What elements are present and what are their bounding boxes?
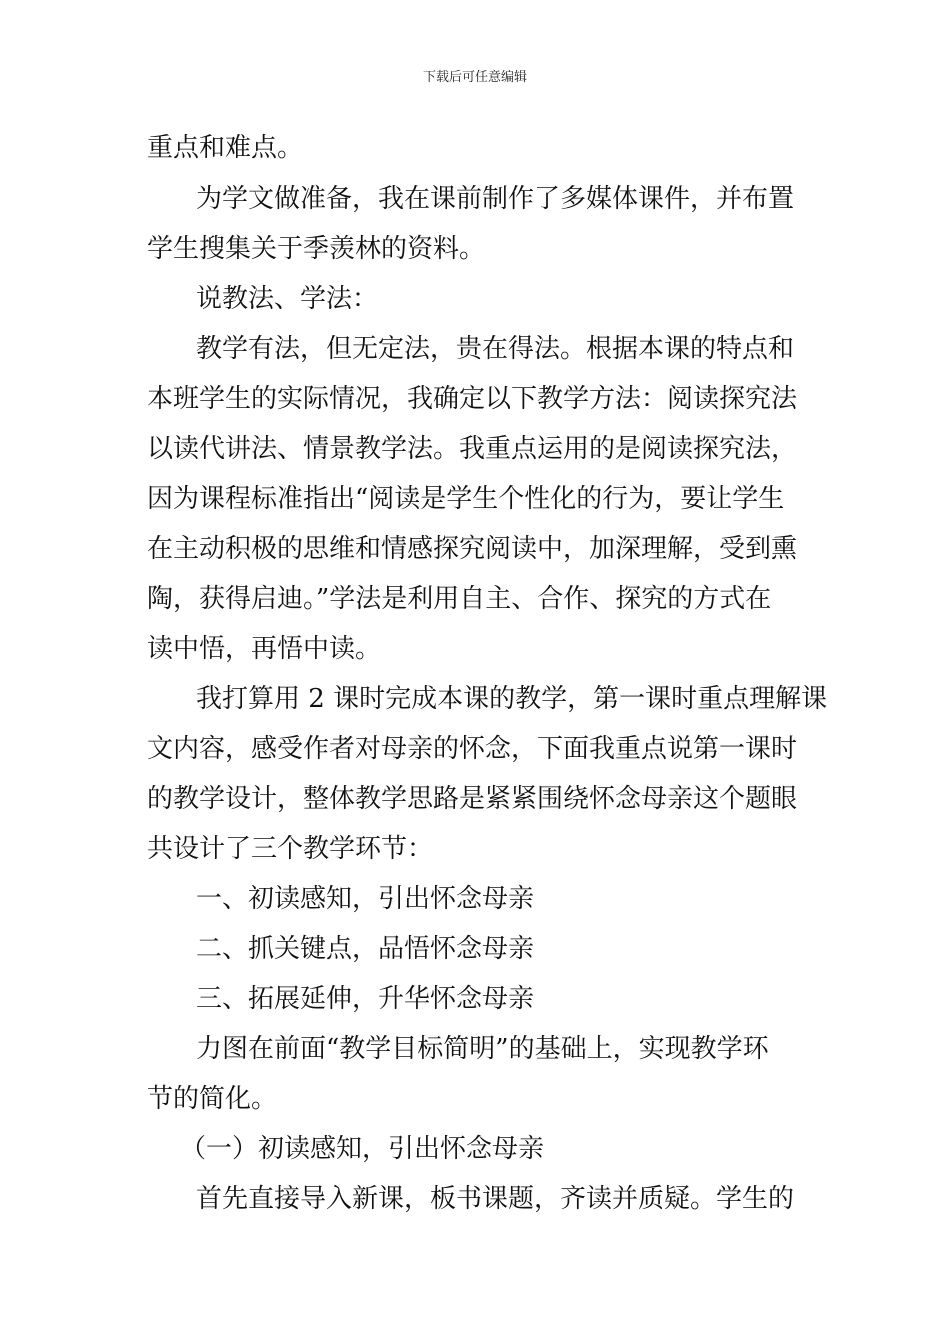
text-line: 节的简化。 (147, 1084, 278, 1114)
text-line: 为学文做准备，我在课前制作了多媒体课件，并布置 (196, 184, 795, 214)
text-line: 读中悟，再悟中读。 (147, 634, 382, 664)
text-line: 二、抓关键点，品悟怀念母亲 (196, 934, 535, 964)
text-line: 在主动积极的思维和情感探究阅读中，加深理解，受到熏 (147, 534, 798, 564)
text-line: 以读代讲法、情景教学法。我重点运用的是阅读探究法， (147, 434, 798, 464)
text-line: 首先直接导入新课，板书课题，齐读并质疑。学生的 (196, 1184, 795, 1214)
text-line: 因为课程标准指出“阅读是学生个性化的行为，要让学生 (147, 484, 785, 514)
text-line: 重点和难点。 (147, 133, 304, 163)
text-line: 学生搜集关于季羡林的资料。 (147, 234, 486, 264)
text-line: （一）初读感知，引出怀念母亲 (180, 1134, 545, 1164)
page-header: 下载后可任意编辑 (422, 70, 527, 85)
text-line: 三、拓展延伸，升华怀念母亲 (196, 984, 535, 1014)
text-line: 一、初读感知，引出怀念母亲 (196, 884, 535, 914)
text-line: 教学有法，但无定法，贵在得法。根据本课的特点和 (196, 334, 795, 364)
text-line: 共设计了三个教学环节： (147, 834, 434, 864)
text-line: 文内容，感受作者对母亲的怀念，下面我重点说第一课时 (147, 734, 798, 764)
text-line: 我打算用 2 课时完成本课的教学，第一课时重点理解课 (196, 684, 828, 714)
text-line: 本班学生的实际情况，我确定以下教学方法：阅读探究法 (147, 384, 798, 414)
text-line: 力图在前面“教学目标简明”的基础上，实现教学环 (196, 1034, 769, 1064)
text-line: 陶，获得启迪。”学法是利用自主、合作、探究的方式在 (147, 584, 772, 614)
text-line: 的教学设计，整体教学思路是紧紧围绕怀念母亲这个题眼 (147, 784, 798, 814)
text-line: 说教法、学法： (196, 284, 379, 314)
